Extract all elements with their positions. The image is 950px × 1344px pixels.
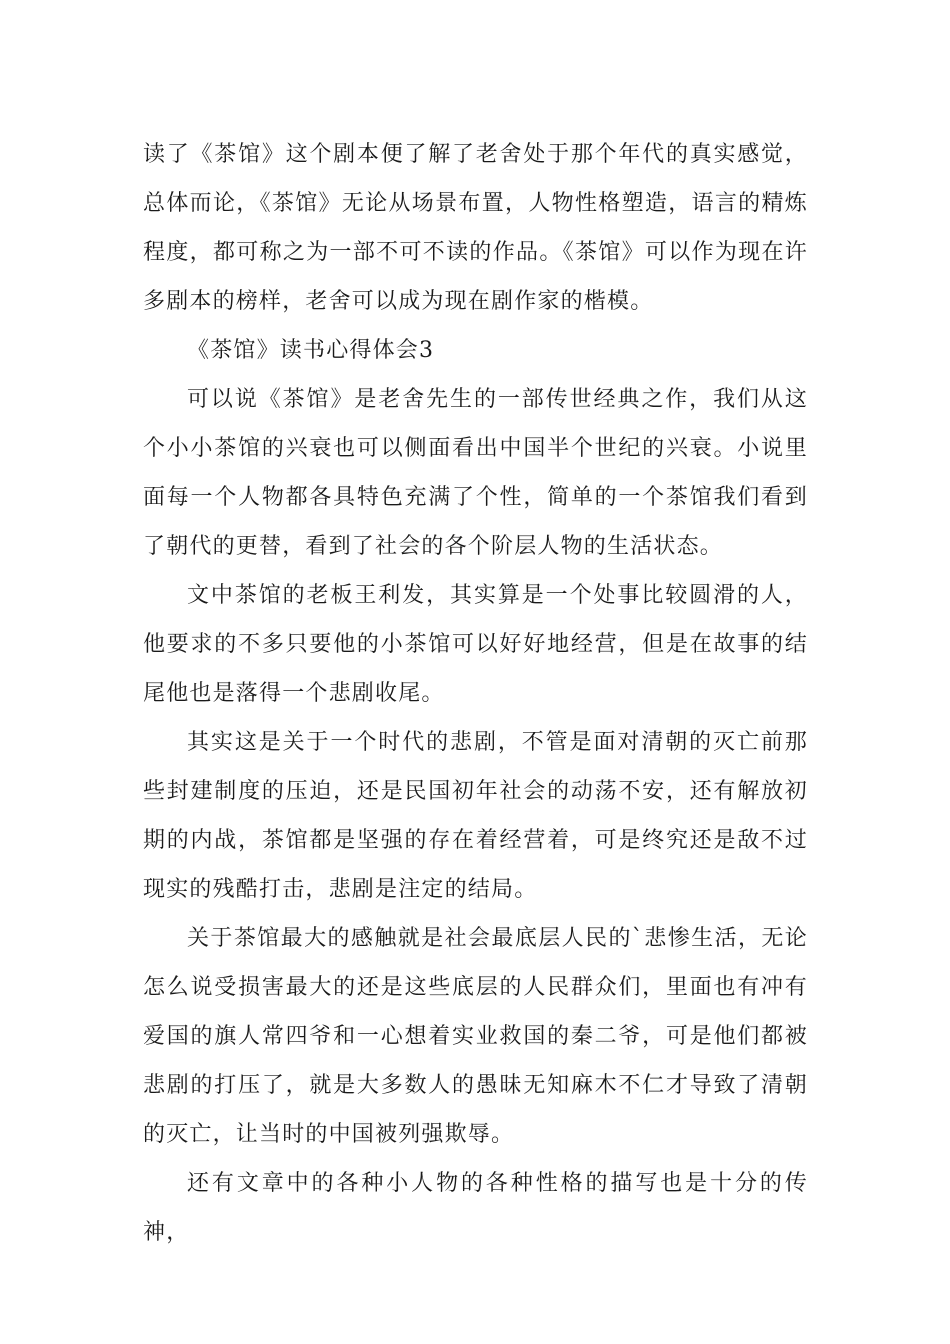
paragraph: 还有文章中的各种小人物的各种性格的描写也是十分的传神， [143, 1171, 808, 1245]
paragraph-continuation: 读了《茶馆》这个剧本便了解了老舍处于那个年代的真实感觉，总体而论，《茶馆》无论从场景布置，人物性格塑造，语言的精炼程度，都可称之为一部不可不读的作品。《茶馆》可以作为现在许多剧本的榜样，老舍可以成为现在剧作家的楷模。 [143, 142, 808, 314]
paragraph: 其实这是关于一个时代的悲剧，不管是面对清朝的灭亡前那些封建制度的压迫，还是民国初年社会的动荡不安，还有解放初期的内战，茶馆都是坚强的存在着经营着，可是终究还是敌不过现实的残酷打击，悲剧是注定的结局。 [143, 730, 808, 902]
section-heading: 《茶馆》读书心得体会3 [187, 338, 435, 363]
document-body [143, 130, 808, 1257]
paragraph: 文中茶馆的老板王利发，其实算是一个处事比较圆滑的人，他要求的不多只要他的小茶馆可以好好地经营，但是在故事的结尾他也是落得一个悲剧收尾。 [143, 583, 808, 706]
paragraph: 可以说《茶馆》是老舍先生的一部传世经典之作，我们从这个小小茶馆的兴衰也可以侧面看出中国半个世纪的兴衰。小说里面每一个人物都各具特色充满了个性，简单的一个茶馆我们看到了朝代的更替，看到了社会的各个阶层人物的生活状态。 [143, 387, 808, 559]
paragraph: 关于茶馆最大的感触就是社会最底层人民的`悲惨生活，无论怎么说受损害最大的还是这些底层的人民群众们，里面也有冲有爱国的旗人常四爷和一心想着实业救国的秦二爷，可是他们都被悲剧的打压了，就是大多数人的愚昧无知麻木不仁才导致了清朝的灭亡，让当时的中国被列强欺辱。 [143, 926, 808, 1147]
